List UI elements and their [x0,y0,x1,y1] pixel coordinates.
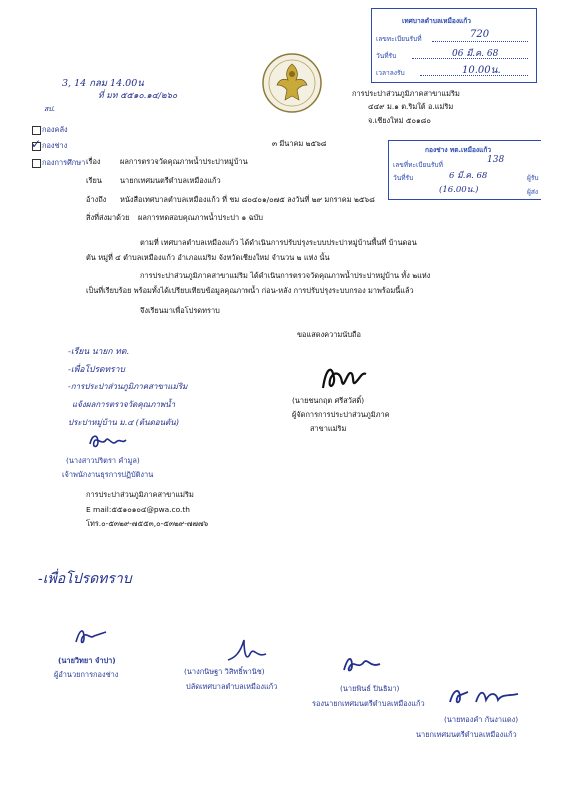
registry-number-label: เลขทะเบียนรับที่ [376,35,422,43]
registry-date-value: 06 มี.ค. 68 [452,49,499,59]
letter-date: ๓ มีนาคม ๒๕๖๘ [272,139,327,148]
division-number-value: 138 [487,155,505,165]
paragraph-1-line-2: ตัน หมู่ที่ ๔ ตำบลเหมืองแก้ว อำเภอแม่ริม จังหวัดเชียงใหม่ จำนวน ๒ แห่ง นั้น [86,253,330,262]
footer-org: การประปาส่วนภูมิภาคสาขาแม่ริม [86,490,194,499]
paragraph-2-line-2: เป็นที่เรียบร้อย พร้อมทั้งได้เปรียบเทียบข้อมูลคุณภาพน้ำ ก่อน-หลัง การปรับปรุงระบบกรอง มาพร้อมนี้แล้ว [86,286,414,295]
paragraph-2-line-1: การประปาส่วนภูมิภาคสาขาแม่ริม ได้ดำเนินการตรวจวัดคุณภาพน้ำประปาหมู่บ้าน ทั้ง ๒แห่ง [140,271,431,280]
lower-hand-note: -เพื่อโปรดทราบ [38,571,132,587]
signer-name: (นายชนกฤต ศรีสวัสดิ์) [292,396,365,405]
division-right-a: ผู้รับ [527,174,539,182]
checkbox-finance[interactable] [32,126,41,135]
registry-date-label: วันที่รับ [376,52,397,60]
handwritten-ref-number: ที่ มท ๕๕๑๐.๑๔/๒๖๐ [98,91,178,101]
manager-signature [318,360,378,398]
approval-3-name: (นายพินธ์ ปินธิมา) [340,684,400,693]
checkbox-education[interactable] [32,159,41,168]
signer-title-1: ผู้จัดการการประปาส่วนภูมิภาค [292,410,390,419]
division-time-value: (16.00น.) [439,185,479,195]
registry-number-value: 720 [470,29,490,40]
approval-1-name: (นายวิทยา จำปา) [58,656,116,665]
routing-label-engineering: กองช่าง [42,141,68,150]
registry-time-value: 10.00น. [462,65,501,76]
check-mark-icon: ✓ [31,137,42,151]
officer-title: เจ้าพนักงานธุรการปฏิบัติงาน [62,470,154,479]
routing-label-finance: กองคลัง [42,125,68,134]
registry-stamp [371,8,537,83]
to-label: เรียน [86,176,102,185]
memo-line-5: ประปาหมู่บ้าน ม.๔ (ต้นดอนตัน) [68,418,179,427]
subject-text: ผลการตรวจวัดคุณภาพน้ำประปาหมู่บ้าน [120,157,248,166]
division-stamp [388,140,541,200]
closing-request: จึงเรียนมาเพื่อโปรดทราบ [140,306,220,315]
handwritten-receive-note: 3, 14 กลม 14.00น [62,78,144,89]
division-stamp-title: กองช่าง ทต.เหมืองแก้ว [425,146,492,154]
officer-signature [86,430,136,456]
paragraph-1-line-1: ตามที่ เทศบาลตำบลเหมืองแก้ว ได้ดำเนินการปรับปรุงระบบประปาหมู่บ้านพื้นที่ บ้านดอน [140,238,417,247]
approval-4-signature [446,682,526,716]
signer-title-2: สาขาแม่ริม [310,424,347,433]
footer-email: E mail:๕๕๑๐๑๐๔@pwa.co.th [86,505,190,514]
enclosure-text: ผลการทดสอบคุณภาพน้ำประปา ๑ ฉบับ [138,213,263,222]
to-text: นายกเทศมนตรีตำบลเหมืองแก้ว [120,176,221,185]
ref-text: หนังสือเทศบาลตำบลเหมืองแก้ว ที่ ชม ๘๐๔๐๑/๐๗๕ ลงวันที่ ๒๙ มกราคม ๒๕๖๘ [120,195,375,204]
division-right-b: ผู้ส่ง [527,188,539,196]
approval-2-title: ปลัดเทศบาลตำบลเหมืองแก้ว [186,682,278,691]
sender-address-1: ๔๔๙ ม.๑ ต.ริมใต้ อ.แม่ริม [368,102,454,111]
registry-stamp-title: เทศบาลตำบลเหมืองแก้ว [402,17,471,25]
enclosure-label: สิ่งที่ส่งมาด้วย [86,213,130,222]
memo-line-4: แจ้งผลการตรวจวัดคุณภาพน้ำ [72,400,176,409]
routing-label-education: กองการศึกษา [42,158,86,167]
memo-line-1: -เรียน นายก ทต. [68,347,130,357]
approval-4-name: (นายทองคำ กันงาแดง) [444,715,519,724]
sender-org: การประปาส่วนภูมิภาคสาขาแม่ริม [352,89,460,98]
approval-1-title: ผู้อำนวยการกองช่าง [54,670,119,679]
ref-label: อ้างถึง [86,195,107,204]
registry-time-label: เวลาลงรับ [376,69,405,77]
approval-1-signature [72,622,112,654]
approval-2-name: (นางกนิษฐา วิสิทธิ์พานิช) [184,667,265,676]
sender-address-2: จ.เชียงใหม่ ๕๐๑๘๐ [368,116,431,125]
approval-3-signature [340,652,386,682]
division-date-value: 6 มี.ค. 68 [449,171,488,181]
approval-4-title: นายกเทศมนตรีตำบลเหมืองแก้ว [416,730,517,739]
officer-name: (นางสาวปริตรา คำมูล) [66,456,140,465]
division-number-label: เลขที่ทะเบียนรับที่ [393,161,443,169]
subject-label: เรื่อง [86,157,101,166]
regards-text: ขอแสดงความนับถือ [297,330,361,339]
memo-line-2: -เพื่อโปรดทราบ [68,365,125,375]
garuda-emblem [261,52,323,114]
footer-phone: โทร.๐-๕๓๒๙-๗๕๕๓,๐-๕๓๒๙-๗๗๗๖ [86,519,209,528]
approval-3-title: รองนายกเทศมนตรีตำบลเหมืองแก้ว [312,699,425,708]
memo-line-3: -การประปาส่วนภูมิภาคสาขาแม่ริม [68,382,188,391]
division-date-label: วันที่รับ [393,174,414,182]
handwritten-small-note: สป. [44,105,55,113]
